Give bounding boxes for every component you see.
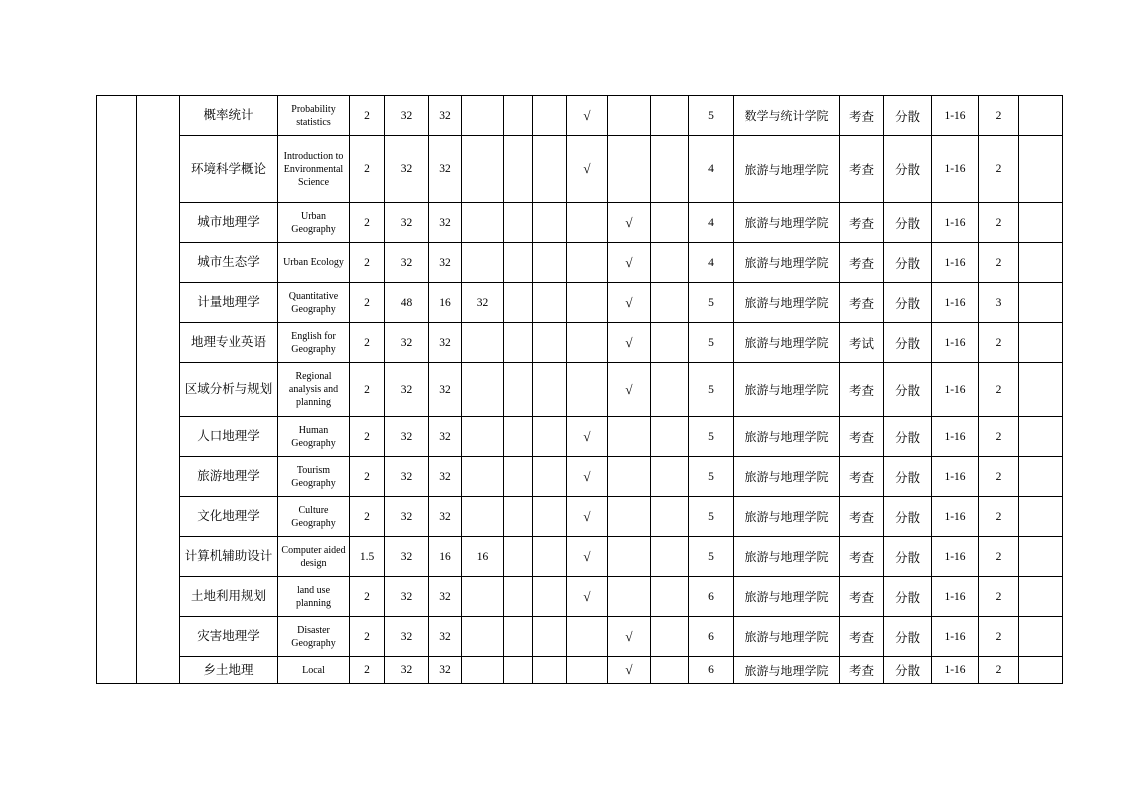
check-cell bbox=[608, 537, 651, 577]
weekly-hours-cell: 2 bbox=[979, 363, 1019, 417]
total-hours-cell: 32 bbox=[385, 657, 429, 684]
total-hours-cell: 32 bbox=[385, 243, 429, 283]
check-cell bbox=[567, 243, 608, 283]
practice-hours-cell bbox=[462, 136, 504, 203]
weeks-cell: 1-16 bbox=[932, 203, 979, 243]
blank-cell bbox=[651, 457, 689, 497]
blank-cell bbox=[504, 497, 533, 537]
table-row bbox=[97, 283, 1063, 323]
credit-cell: 2 bbox=[350, 577, 385, 617]
assessment-cell: 考查 bbox=[840, 96, 884, 136]
blank-cell bbox=[651, 363, 689, 417]
weeks-cell: 1-16 bbox=[932, 243, 979, 283]
weekly-hours-cell: 2 bbox=[979, 657, 1019, 684]
credit-cell: 2 bbox=[350, 203, 385, 243]
total-hours-cell: 32 bbox=[385, 323, 429, 363]
weeks-cell: 1-16 bbox=[932, 96, 979, 136]
lecture-hours-cell: 32 bbox=[429, 577, 462, 617]
check-cell bbox=[567, 363, 608, 417]
grading-cell: 分散 bbox=[884, 537, 932, 577]
credit-cell: 2 bbox=[350, 283, 385, 323]
weekly-hours-cell: 2 bbox=[979, 417, 1019, 457]
weeks-cell: 1-16 bbox=[932, 617, 979, 657]
check-cell: √ bbox=[567, 577, 608, 617]
department-cell: 旅游与地理学院 bbox=[734, 283, 840, 323]
check-cell: √ bbox=[608, 363, 651, 417]
weekly-hours-cell: 2 bbox=[979, 323, 1019, 363]
course-name-en: Culture Geography bbox=[278, 497, 350, 537]
blank-cell bbox=[533, 537, 567, 577]
weeks-cell: 1-16 bbox=[932, 363, 979, 417]
assessment-cell: 考试 bbox=[840, 323, 884, 363]
assessment-cell: 考查 bbox=[840, 203, 884, 243]
course-name-cn: 乡土地理 bbox=[180, 657, 278, 684]
department-cell: 旅游与地理学院 bbox=[734, 617, 840, 657]
semester-cell: 6 bbox=[689, 577, 734, 617]
weekly-hours-cell: 2 bbox=[979, 497, 1019, 537]
course-name-cn: 土地利用规划 bbox=[180, 577, 278, 617]
course-name-cn: 概率统计 bbox=[180, 96, 278, 136]
blank-cell bbox=[651, 417, 689, 457]
semester-cell: 6 bbox=[689, 617, 734, 657]
course-name-en: Computer aided design bbox=[278, 537, 350, 577]
course-name-cn: 城市地理学 bbox=[180, 203, 278, 243]
weekly-hours-cell: 2 bbox=[979, 537, 1019, 577]
department-cell: 旅游与地理学院 bbox=[734, 363, 840, 417]
practice-hours-cell bbox=[462, 417, 504, 457]
course-name-en: Introduction to Environmental Science bbox=[278, 136, 350, 203]
blank-cell bbox=[504, 323, 533, 363]
lecture-hours-cell: 32 bbox=[429, 323, 462, 363]
practice-hours-cell bbox=[462, 243, 504, 283]
weeks-cell: 1-16 bbox=[932, 457, 979, 497]
table-row bbox=[97, 497, 1063, 537]
check-cell: √ bbox=[608, 617, 651, 657]
weeks-cell: 1-16 bbox=[932, 657, 979, 684]
assessment-cell: 考查 bbox=[840, 363, 884, 417]
course-name-cn: 计算机辅助设计 bbox=[180, 537, 278, 577]
weeks-cell: 1-16 bbox=[932, 497, 979, 537]
course-name-cn: 环境科学概论 bbox=[180, 136, 278, 203]
weeks-cell: 1-16 bbox=[932, 136, 979, 203]
check-cell: √ bbox=[567, 96, 608, 136]
weeks-cell: 1-16 bbox=[932, 577, 979, 617]
grading-cell: 分散 bbox=[884, 457, 932, 497]
course-name-en: Probability statistics bbox=[278, 96, 350, 136]
assessment-cell: 考查 bbox=[840, 617, 884, 657]
remarks-cell bbox=[1019, 497, 1063, 537]
department-cell: 旅游与地理学院 bbox=[734, 657, 840, 684]
blank-cell bbox=[533, 657, 567, 684]
check-cell bbox=[567, 657, 608, 684]
credit-cell: 2 bbox=[350, 617, 385, 657]
semester-cell: 4 bbox=[689, 136, 734, 203]
semester-cell: 5 bbox=[689, 363, 734, 417]
lecture-hours-cell: 32 bbox=[429, 617, 462, 657]
semester-cell: 5 bbox=[689, 537, 734, 577]
blank-cell bbox=[533, 497, 567, 537]
total-hours-cell: 32 bbox=[385, 537, 429, 577]
semester-cell: 5 bbox=[689, 457, 734, 497]
lecture-hours-cell: 32 bbox=[429, 657, 462, 684]
blank-cell bbox=[533, 203, 567, 243]
credit-cell: 2 bbox=[350, 363, 385, 417]
table-row bbox=[97, 363, 1063, 417]
course-name-en: land use planning bbox=[278, 577, 350, 617]
check-cell bbox=[608, 417, 651, 457]
weeks-cell: 1-16 bbox=[932, 283, 979, 323]
practice-hours-cell bbox=[462, 617, 504, 657]
course-name-cn: 城市生态学 bbox=[180, 243, 278, 283]
course-table-body bbox=[97, 96, 1063, 684]
remarks-cell bbox=[1019, 283, 1063, 323]
category-cell bbox=[97, 96, 137, 684]
assessment-cell: 考查 bbox=[840, 136, 884, 203]
table-row bbox=[97, 96, 1063, 136]
total-hours-cell: 48 bbox=[385, 283, 429, 323]
grading-cell: 分散 bbox=[884, 617, 932, 657]
total-hours-cell: 32 bbox=[385, 497, 429, 537]
blank-cell bbox=[533, 283, 567, 323]
check-cell: √ bbox=[567, 537, 608, 577]
semester-cell: 4 bbox=[689, 203, 734, 243]
remarks-cell bbox=[1019, 96, 1063, 136]
practice-hours-cell bbox=[462, 577, 504, 617]
table-row bbox=[97, 417, 1063, 457]
check-cell: √ bbox=[608, 657, 651, 684]
lecture-hours-cell: 16 bbox=[429, 283, 462, 323]
lecture-hours-cell: 32 bbox=[429, 497, 462, 537]
practice-hours-cell: 32 bbox=[462, 283, 504, 323]
course-name-en: Urban Geography bbox=[278, 203, 350, 243]
blank-cell bbox=[651, 243, 689, 283]
semester-cell: 5 bbox=[689, 283, 734, 323]
check-cell bbox=[567, 203, 608, 243]
weekly-hours-cell: 2 bbox=[979, 577, 1019, 617]
lecture-hours-cell: 32 bbox=[429, 96, 462, 136]
blank-cell bbox=[533, 96, 567, 136]
check-cell: √ bbox=[567, 136, 608, 203]
check-cell: √ bbox=[608, 203, 651, 243]
semester-cell: 5 bbox=[689, 323, 734, 363]
semester-cell: 5 bbox=[689, 96, 734, 136]
check-cell: √ bbox=[608, 323, 651, 363]
credit-cell: 2 bbox=[350, 457, 385, 497]
practice-hours-cell bbox=[462, 363, 504, 417]
course-name-en: Human Geography bbox=[278, 417, 350, 457]
blank-cell bbox=[651, 657, 689, 684]
practice-hours-cell bbox=[462, 657, 504, 684]
remarks-cell bbox=[1019, 617, 1063, 657]
remarks-cell bbox=[1019, 537, 1063, 577]
total-hours-cell: 32 bbox=[385, 96, 429, 136]
blank-cell bbox=[504, 136, 533, 203]
practice-hours-cell: 16 bbox=[462, 537, 504, 577]
department-cell: 旅游与地理学院 bbox=[734, 497, 840, 537]
course-name-en: Disaster Geography bbox=[278, 617, 350, 657]
assessment-cell: 考查 bbox=[840, 243, 884, 283]
course-name-cn: 灾害地理学 bbox=[180, 617, 278, 657]
remarks-cell bbox=[1019, 363, 1063, 417]
department-cell: 旅游与地理学院 bbox=[734, 243, 840, 283]
blank-cell bbox=[504, 363, 533, 417]
check-cell bbox=[608, 497, 651, 537]
subcategory-cell bbox=[137, 96, 180, 684]
lecture-hours-cell: 32 bbox=[429, 243, 462, 283]
total-hours-cell: 32 bbox=[385, 363, 429, 417]
blank-cell bbox=[533, 457, 567, 497]
lecture-hours-cell: 32 bbox=[429, 136, 462, 203]
assessment-cell: 考查 bbox=[840, 657, 884, 684]
department-cell: 旅游与地理学院 bbox=[734, 457, 840, 497]
blank-cell bbox=[651, 136, 689, 203]
remarks-cell bbox=[1019, 417, 1063, 457]
department-cell: 旅游与地理学院 bbox=[734, 537, 840, 577]
credit-cell: 2 bbox=[350, 136, 385, 203]
blank-cell bbox=[533, 136, 567, 203]
total-hours-cell: 32 bbox=[385, 457, 429, 497]
assessment-cell: 考查 bbox=[840, 417, 884, 457]
grading-cell: 分散 bbox=[884, 96, 932, 136]
blank-cell bbox=[533, 323, 567, 363]
practice-hours-cell bbox=[462, 457, 504, 497]
course-name-cn: 地理专业英语 bbox=[180, 323, 278, 363]
semester-cell: 5 bbox=[689, 497, 734, 537]
blank-cell bbox=[504, 203, 533, 243]
grading-cell: 分散 bbox=[884, 136, 932, 203]
blank-cell bbox=[533, 363, 567, 417]
department-cell: 旅游与地理学院 bbox=[734, 577, 840, 617]
total-hours-cell: 32 bbox=[385, 203, 429, 243]
lecture-hours-cell: 32 bbox=[429, 203, 462, 243]
practice-hours-cell bbox=[462, 497, 504, 537]
assessment-cell: 考查 bbox=[840, 577, 884, 617]
credit-cell: 2 bbox=[350, 497, 385, 537]
assessment-cell: 考查 bbox=[840, 537, 884, 577]
remarks-cell bbox=[1019, 657, 1063, 684]
remarks-cell bbox=[1019, 457, 1063, 497]
practice-hours-cell bbox=[462, 203, 504, 243]
check-cell bbox=[567, 617, 608, 657]
blank-cell bbox=[504, 417, 533, 457]
check-cell bbox=[567, 323, 608, 363]
lecture-hours-cell: 32 bbox=[429, 363, 462, 417]
blank-cell bbox=[533, 617, 567, 657]
blank-cell bbox=[651, 497, 689, 537]
table-row bbox=[97, 657, 1063, 684]
assessment-cell: 考查 bbox=[840, 457, 884, 497]
table-row bbox=[97, 243, 1063, 283]
lecture-hours-cell: 16 bbox=[429, 537, 462, 577]
blank-cell bbox=[504, 617, 533, 657]
course-name-cn: 计量地理学 bbox=[180, 283, 278, 323]
weekly-hours-cell: 2 bbox=[979, 243, 1019, 283]
grading-cell: 分散 bbox=[884, 363, 932, 417]
blank-cell bbox=[504, 457, 533, 497]
weekly-hours-cell: 2 bbox=[979, 457, 1019, 497]
grading-cell: 分散 bbox=[884, 577, 932, 617]
blank-cell bbox=[504, 577, 533, 617]
grading-cell: 分散 bbox=[884, 417, 932, 457]
lecture-hours-cell: 32 bbox=[429, 457, 462, 497]
remarks-cell bbox=[1019, 323, 1063, 363]
weekly-hours-cell: 2 bbox=[979, 96, 1019, 136]
credit-cell: 1.5 bbox=[350, 537, 385, 577]
course-name-en: Urban Ecology bbox=[278, 243, 350, 283]
check-cell: √ bbox=[567, 417, 608, 457]
department-cell: 旅游与地理学院 bbox=[734, 323, 840, 363]
blank-cell bbox=[651, 323, 689, 363]
course-name-en: Local bbox=[278, 657, 350, 684]
total-hours-cell: 32 bbox=[385, 136, 429, 203]
blank-cell bbox=[533, 243, 567, 283]
credit-cell: 2 bbox=[350, 417, 385, 457]
check-cell: √ bbox=[567, 497, 608, 537]
blank-cell bbox=[504, 243, 533, 283]
semester-cell: 6 bbox=[689, 657, 734, 684]
grading-cell: 分散 bbox=[884, 497, 932, 537]
blank-cell bbox=[651, 283, 689, 323]
course-name-en: Regional analysis and planning bbox=[278, 363, 350, 417]
total-hours-cell: 32 bbox=[385, 617, 429, 657]
total-hours-cell: 32 bbox=[385, 577, 429, 617]
blank-cell bbox=[651, 617, 689, 657]
course-name-en: English for Geography bbox=[278, 323, 350, 363]
weekly-hours-cell: 3 bbox=[979, 283, 1019, 323]
table-row bbox=[97, 537, 1063, 577]
blank-cell bbox=[533, 417, 567, 457]
blank-cell bbox=[651, 577, 689, 617]
blank-cell bbox=[504, 96, 533, 136]
table-row bbox=[97, 457, 1063, 497]
course-name-cn: 文化地理学 bbox=[180, 497, 278, 537]
blank-cell bbox=[651, 96, 689, 136]
practice-hours-cell bbox=[462, 96, 504, 136]
check-cell bbox=[608, 577, 651, 617]
assessment-cell: 考查 bbox=[840, 283, 884, 323]
check-cell: √ bbox=[567, 457, 608, 497]
remarks-cell bbox=[1019, 243, 1063, 283]
credit-cell: 2 bbox=[350, 657, 385, 684]
grading-cell: 分散 bbox=[884, 283, 932, 323]
check-cell bbox=[608, 136, 651, 203]
credit-cell: 2 bbox=[350, 96, 385, 136]
blank-cell bbox=[533, 577, 567, 617]
course-table bbox=[96, 95, 1063, 684]
weeks-cell: 1-16 bbox=[932, 417, 979, 457]
grading-cell: 分散 bbox=[884, 203, 932, 243]
course-name-cn: 人口地理学 bbox=[180, 417, 278, 457]
grading-cell: 分散 bbox=[884, 657, 932, 684]
credit-cell: 2 bbox=[350, 243, 385, 283]
check-cell: √ bbox=[608, 283, 651, 323]
semester-cell: 5 bbox=[689, 417, 734, 457]
blank-cell bbox=[504, 657, 533, 684]
check-cell bbox=[608, 96, 651, 136]
weekly-hours-cell: 2 bbox=[979, 136, 1019, 203]
course-name-cn: 旅游地理学 bbox=[180, 457, 278, 497]
remarks-cell bbox=[1019, 203, 1063, 243]
total-hours-cell: 32 bbox=[385, 417, 429, 457]
table-row bbox=[97, 203, 1063, 243]
remarks-cell bbox=[1019, 577, 1063, 617]
check-cell: √ bbox=[608, 243, 651, 283]
grading-cell: 分散 bbox=[884, 323, 932, 363]
credit-cell: 2 bbox=[350, 323, 385, 363]
check-cell bbox=[608, 457, 651, 497]
blank-cell bbox=[504, 283, 533, 323]
table-row bbox=[97, 136, 1063, 203]
department-cell: 数学与统计学院 bbox=[734, 96, 840, 136]
table-row bbox=[97, 577, 1063, 617]
blank-cell bbox=[651, 203, 689, 243]
blank-cell bbox=[504, 537, 533, 577]
grading-cell: 分散 bbox=[884, 243, 932, 283]
department-cell: 旅游与地理学院 bbox=[734, 136, 840, 203]
weeks-cell: 1-16 bbox=[932, 323, 979, 363]
weekly-hours-cell: 2 bbox=[979, 203, 1019, 243]
department-cell: 旅游与地理学院 bbox=[734, 203, 840, 243]
weeks-cell: 1-16 bbox=[932, 537, 979, 577]
table-row bbox=[97, 617, 1063, 657]
weekly-hours-cell: 2 bbox=[979, 617, 1019, 657]
course-name-en: Quantitative Geography bbox=[278, 283, 350, 323]
remarks-cell bbox=[1019, 136, 1063, 203]
assessment-cell: 考查 bbox=[840, 497, 884, 537]
table-row bbox=[97, 323, 1063, 363]
blank-cell bbox=[651, 537, 689, 577]
lecture-hours-cell: 32 bbox=[429, 417, 462, 457]
course-name-en: Tourism Geography bbox=[278, 457, 350, 497]
check-cell bbox=[567, 283, 608, 323]
semester-cell: 4 bbox=[689, 243, 734, 283]
department-cell: 旅游与地理学院 bbox=[734, 417, 840, 457]
practice-hours-cell bbox=[462, 323, 504, 363]
course-name-cn: 区域分析与规划 bbox=[180, 363, 278, 417]
